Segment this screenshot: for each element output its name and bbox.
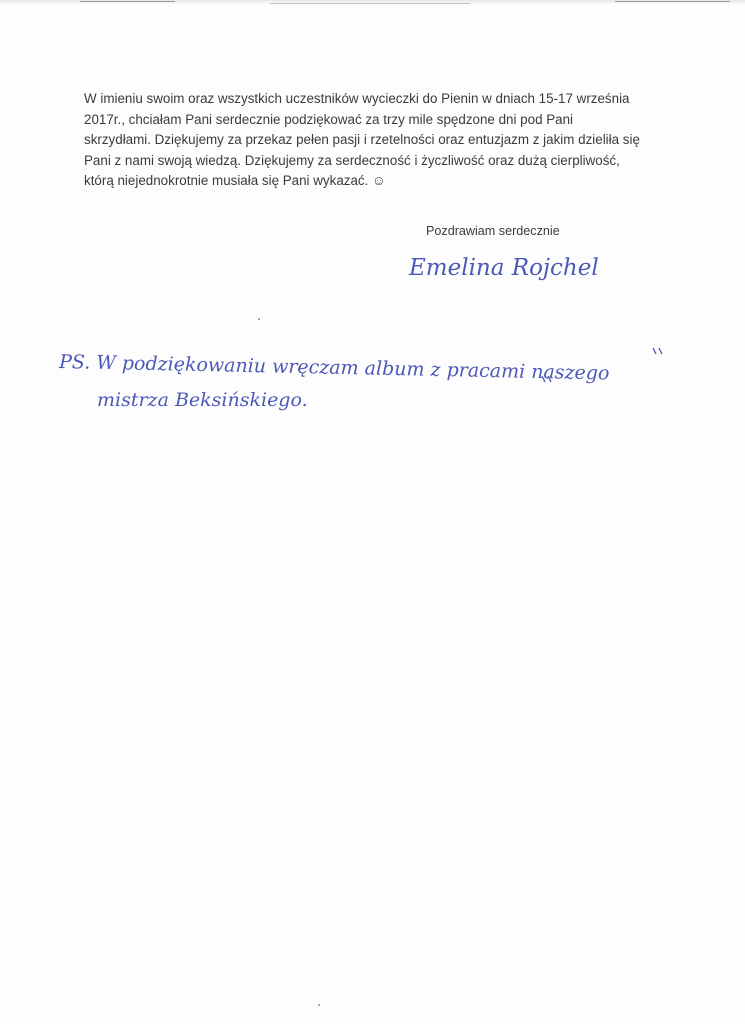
scan-artifact-line (615, 1, 730, 2)
handwritten-postscript (55, 340, 685, 435)
scan-dust-dot (258, 318, 260, 320)
handwritten-signature (405, 242, 625, 292)
scan-artifact-line (80, 1, 175, 2)
letter-line: 2017r., chciałam Pani serdecznie podziękować za trzy mile spędzone dni pod Pani (84, 111, 574, 127)
signature-text: Emelina Rojchel (409, 255, 599, 281)
letter-body (84, 89, 644, 192)
postscript-line-1: PS. W podziękowaniu wręczam album z pracami naszego (58, 351, 610, 385)
letter-line: którą niejednokrotnie musiała się Pani wykazać. ☺ (84, 173, 386, 188)
letter-line: W imieniu swoim oraz wszystkich uczestników wycieczki do Pienin w dniach 15-17 września (84, 91, 630, 106)
scan-artifact-line (270, 3, 470, 4)
letter-line: skrzydłami. Dziękujemy za przekaz pełen pasji i rzetelności oraz entuzjazm z jakim dzieliła się (84, 132, 640, 147)
closing-greeting: Pozdrawiam serdecznie (426, 224, 560, 238)
letter-line: Pani z nami swoją wiedzą. Dziękujemy za serdeczność i życzliwość oraz dużą cierpliwość, (84, 152, 620, 168)
postscript-line-2: mistrza Beksińskiego. (97, 389, 308, 411)
scan-dust-dot (318, 1004, 320, 1006)
